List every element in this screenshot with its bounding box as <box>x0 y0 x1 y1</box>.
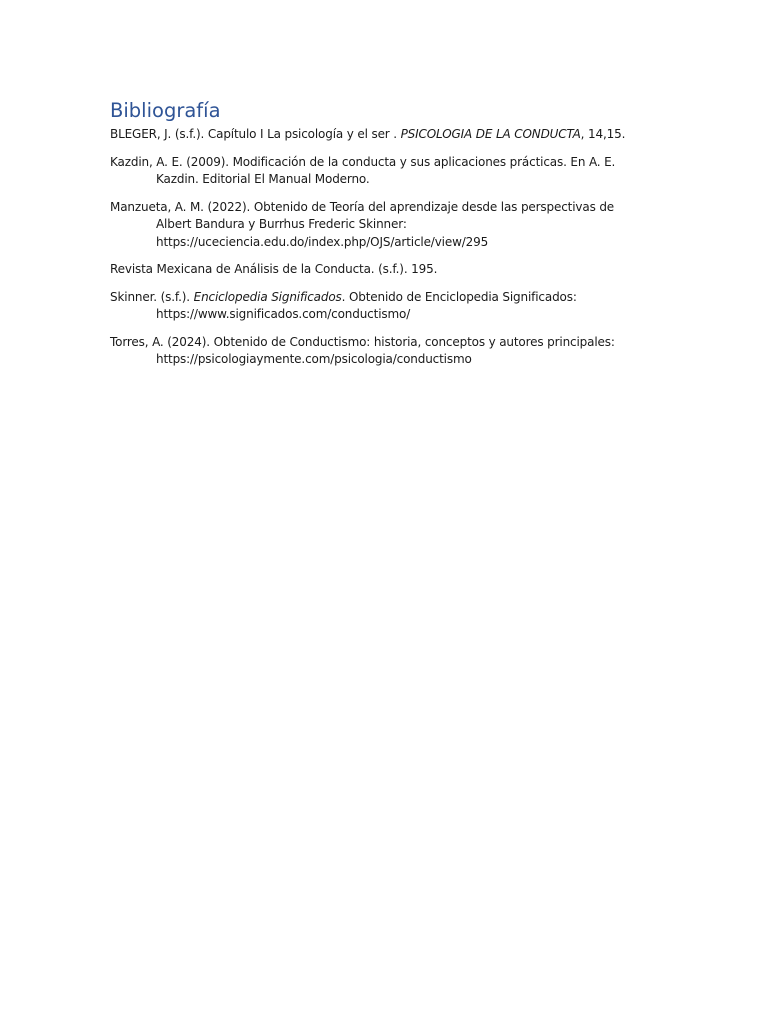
bibliography-entry-skinner <box>110 289 646 324</box>
bibliography-entry-kazdin <box>110 154 646 189</box>
entry-text: BLEGER, J. (s.f.). Capítulo I La psicología y el ser . <box>110 127 401 141</box>
bibliography-entry-torres <box>110 334 646 369</box>
entry-text-tail: . Obtenido de Enciclopedia Significados: <box>341 289 577 304</box>
bibliography-entry-bleger <box>110 126 646 144</box>
entry-text: Manzueta, A. M. (2022). Obtenido de Teoría del aprendizaje desde las perspectivas de Albert Bandura y Burrhus Frederic Skinner: <box>110 199 615 231</box>
entry-text-tail: , 14,15. <box>580 127 626 141</box>
bibliography-entry-revista <box>110 261 646 279</box>
entry-text: Revista Mexicana de Análisis de la Conducta. (s.f.). 195. <box>110 262 438 276</box>
entry-text: Kazdin, A. E. (2009). Modificación de la conducta y sus aplicaciones prácticas. En A. E. Kazdin. Editorial El Manual Moderno. <box>110 154 616 186</box>
entry-title-italic: PSICOLOGIA DE LA CONDUCTA <box>400 127 581 141</box>
entry-text: Torres, A. (2024). Obtenido de Conductismo: historia, conceptos y autores principales: <box>110 334 615 349</box>
bibliography-entry-manzueta <box>110 199 646 252</box>
entry-url[interactable]: https://psicologiaymente.com/psicologia/conductismo <box>156 352 472 366</box>
entry-title-italic: Enciclopedia Significados <box>193 289 342 304</box>
entry-url[interactable]: https://www.significados.com/conductismo/ <box>156 307 411 321</box>
entry-text: Skinner. (s.f.). <box>110 289 194 304</box>
bibliography-heading: Bibliografía <box>110 99 221 122</box>
entry-url[interactable]: https://uceciencia.edu.do/index.php/OJS/article/view/295 <box>156 234 489 249</box>
